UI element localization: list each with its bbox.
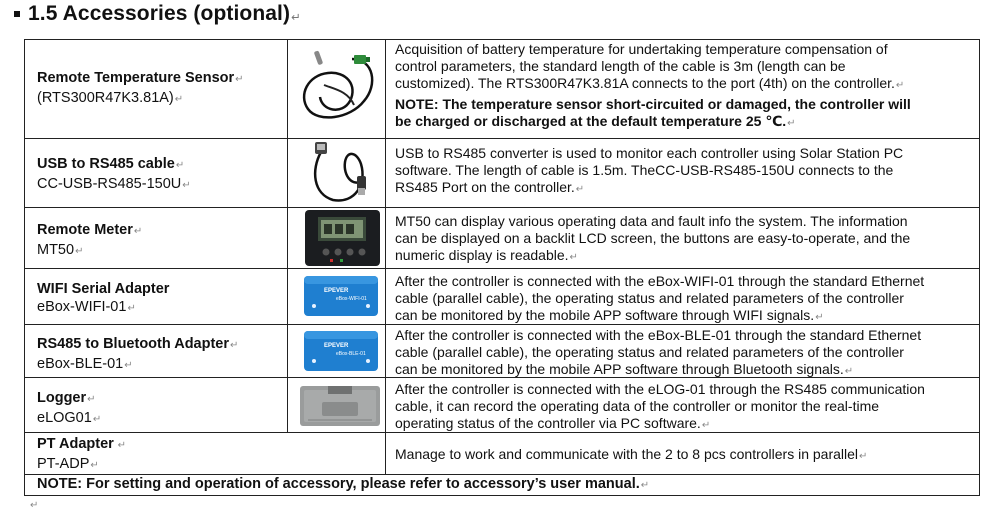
desc-line: software. The length of cable is 1.5m. TheCC-USB-RS485-150U connects to the (395, 162, 894, 178)
title-bullet (14, 11, 20, 17)
accessory-description: Acquisition of battery temperature for undertaking temperature compensation of control parameters, the standard length of the cable is 3m (length can be customized). The RTS300R47K3.81A connects to the port (4th) on the controller.↵ NOTE: The temperature sensor short-circuited or damaged, the controller will be charged or discharged at the default temperature 25 ℃.↵ (395, 41, 975, 132)
usb-rs485-cable-image (307, 140, 377, 206)
accessory-name-cell: Remote Meter↵ MT50↵ (37, 222, 143, 258)
desc-line: After the controller is connected with the eBox-WIFI-01 through the standard Ethernet (395, 273, 925, 289)
desc-line: operating status of the controller via PC software. (395, 415, 701, 431)
desc-line: cable, it can record the operating data of the controller or monitor the real-time (395, 398, 880, 414)
footer-note: NOTE: For setting and operation of accessory, please refer to accessory’s user manual.↵ (37, 476, 650, 492)
accessory-description: MT50 can display various operating data and fault info the system. The information can be displayed on a backlit LCD screen, the buttons are easy-to-operate, and the numeric display is readable.↵ (395, 213, 975, 266)
accessory-description: USB to RS485 converter is used to monitor each controller using Solar Station PC software. The length of cable is 1.5m. TheCC-USB-RS485-150U connects to the RS485 Port on the controller.↵ (395, 145, 975, 198)
accessory-model: PT-ADP (37, 456, 90, 472)
accessory-name-cell: Logger↵ eLOG01↵ (37, 390, 102, 426)
accessory-name-cell: RS485 to Bluetooth Adapter↵ eBox-BLE-01↵ (37, 336, 239, 372)
svg-text:EPEVER: EPEVER (324, 288, 349, 294)
accessory-model: (RTS300R47K3.81A) (37, 90, 174, 106)
accessory-model: eBox-WIFI-01 (37, 299, 127, 315)
device-label: eBox-BLE-01 (336, 351, 366, 357)
accessories-table (24, 39, 980, 495)
desc-line: USB to RS485 converter is used to monitor each controller using Solar Station PC (395, 145, 904, 161)
accessory-name: Remote Temperature Sensor (37, 70, 235, 86)
accessory-model: eLOG01 (37, 410, 92, 426)
wifi-adapter-image (300, 272, 382, 320)
accessory-description: Manage to work and communicate with the 2 to 8 pcs controllers in parallel↵ (395, 446, 868, 462)
note-line: be charged or discharged at the default temperature 25 ℃. (395, 113, 787, 129)
desc-line: RS485 Port on the controller. (395, 179, 575, 195)
accessory-name: WIFI Serial Adapter (37, 281, 170, 297)
accessory-name-cell: USB to RS485 cable↵ CC-USB-RS485-150U↵ (37, 156, 191, 192)
desc-line: Manage to work and communicate with the 2 to 8 pcs controllers in parallel (395, 446, 859, 462)
temperature-sensor-image (294, 45, 382, 133)
svg-text:EPEVER: EPEVER (324, 343, 349, 349)
accessory-name: USB to RS485 cable (37, 156, 175, 172)
section-title: 1.5 Accessories (optional)↵ (14, 2, 301, 28)
accessory-description: After the controller is connected with the eLOG-01 through the RS485 communication cable, it can record the operating data of the controller or monitor the real-time operating status of the controller via PC software.↵ (395, 381, 975, 434)
remote-meter-image (304, 209, 381, 267)
desc-line: can be monitored by the mobile APP software through Bluetooth signals. (395, 361, 844, 377)
desc-line: can be displayed on a backlit LCD screen, the buttons are easy-to-operate, and the (395, 230, 911, 246)
desc-line: MT50 can display various operating data and fault info the system. The information (395, 213, 908, 229)
desc-line: numeric display is readable. (395, 247, 569, 263)
accessory-model: eBox-BLE-01 (37, 356, 124, 372)
accessory-description: After the controller is connected with the eBox-BLE-01 through the standard Ethernet cable (parallel cable), the operating status and related parameters of the controller can be monitored by the mobile APP software through Bluetooth signals.↵ (395, 327, 975, 380)
accessory-name-cell: WIFI Serial Adapter eBox-WIFI-01↵ (37, 281, 170, 315)
accessory-description: After the controller is connected with the eBox-WIFI-01 through the standard Ethernet cable (parallel cable), the operating status and related parameters of the controller can be monitored by the mobile APP software through WIFI signals.↵ (395, 273, 975, 326)
device-label: eBox-WIFI-01 (336, 296, 367, 302)
accessory-name: PT Adapter (37, 436, 114, 452)
bluetooth-adapter-image (300, 327, 382, 375)
desc-line: control parameters, the standard length of the cable is 3m (length can be (395, 58, 846, 74)
note-line: NOTE: The temperature sensor short-circuited or damaged, the controller will (395, 96, 911, 112)
desc-line: can be monitored by the mobile APP software through WIFI signals. (395, 307, 815, 323)
desc-line: cable (parallel cable), the operating status and related parameters of the controller (395, 290, 904, 306)
accessory-name-cell: PT Adapter ↵ PT-ADP↵ (37, 436, 126, 472)
accessory-name-cell: Remote Temperature Sensor↵ (RTS300R47K3.81A)↵ (37, 70, 244, 106)
accessory-name: Logger (37, 390, 87, 406)
accessory-name: RS485 to Bluetooth Adapter (37, 336, 230, 352)
footer-note-text: NOTE: For setting and operation of accessory, please refer to accessory’s user manual. (37, 476, 640, 492)
desc-line: Acquisition of battery temperature for undertaking temperature compensation of (395, 41, 888, 57)
accessory-model: MT50 (37, 242, 75, 258)
logger-image (298, 382, 382, 430)
paragraph-mark: ↵ (30, 500, 39, 511)
section-title-text: 1.5 Accessories (optional) (28, 2, 291, 25)
desc-line: customized). The RTS300R47K3.81A connects to the port (4th) on the controller. (395, 75, 895, 91)
desc-line: cable (parallel cable), the operating status and related parameters of the controller (395, 344, 904, 360)
accessory-model: CC-USB-RS485-150U (37, 176, 182, 192)
desc-line: After the controller is connected with the eBox-BLE-01 through the standard Ethernet (395, 327, 922, 343)
accessory-name: Remote Meter (37, 222, 133, 238)
desc-line: After the controller is connected with the eLOG-01 through the RS485 communication (395, 381, 925, 397)
